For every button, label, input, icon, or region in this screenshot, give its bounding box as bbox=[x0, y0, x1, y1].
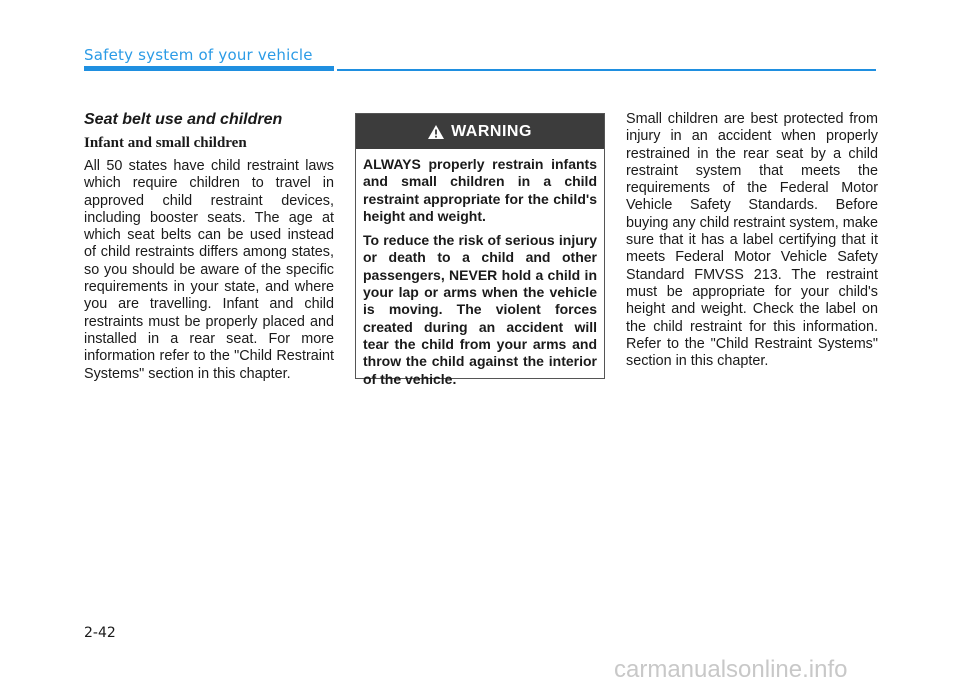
right-column bbox=[626, 111, 878, 370]
section-heading: Seat belt use and children bbox=[84, 111, 283, 128]
warning-box bbox=[355, 113, 605, 387]
warning-header bbox=[356, 114, 604, 149]
left-column bbox=[84, 111, 334, 383]
warning-title: WARNING bbox=[451, 122, 532, 140]
watermark: carmanualsonline.info bbox=[614, 656, 848, 683]
header-title: Safety system of your vehicle bbox=[84, 46, 313, 64]
sub-heading: Infant and small children bbox=[84, 135, 247, 151]
warning-paragraph: To reduce the risk of serious injury or death to a child and other passengers, NEVER hold a child in your lap or arms when the vehicle is moving. The violent forces created during an accident will tear the child from your arms and throw the child against the interior of the vehicle. bbox=[363, 232, 597, 387]
page-number: 2-42 bbox=[84, 625, 116, 641]
body-paragraph: Small children are best protected from injury in an accident when properly restrained in the rear seat by a child restraint system that meets the requirements of the Federal Motor Vehicle Safety Standards. Before buying any child restraint system, make sure that it has a label certifying that it meets Federal Motor Vehicle Safety Standard FMVSS 213. The restraint must be appropriate for your child's height and weight. Check the label on the child restraint for this information. Refer to the "Child Restraint Systems" section in this chapter. bbox=[626, 111, 878, 370]
header-rule-thin bbox=[337, 69, 876, 71]
header-rule-thick bbox=[84, 66, 334, 71]
warning-body bbox=[356, 149, 604, 388]
warning-triangle-icon bbox=[428, 125, 444, 139]
body-paragraph: All 50 states have child restraint laws which require children to travel in approved child restraint devices, including booster seats. The age at which seat belts can be used instead of child restraints differs among states, so you should be aware of the specific requirements in your state, and where you are travelling. Infant and child restraints must be properly placed and installed in a rear seat. For more information refer to the "Child Restraint Systems" section in this chapter. bbox=[84, 158, 334, 382]
warning-paragraph: ALWAYS properly restrain infants and small children in a child restraint appropriate for the child's height and weight. bbox=[363, 156, 597, 224]
